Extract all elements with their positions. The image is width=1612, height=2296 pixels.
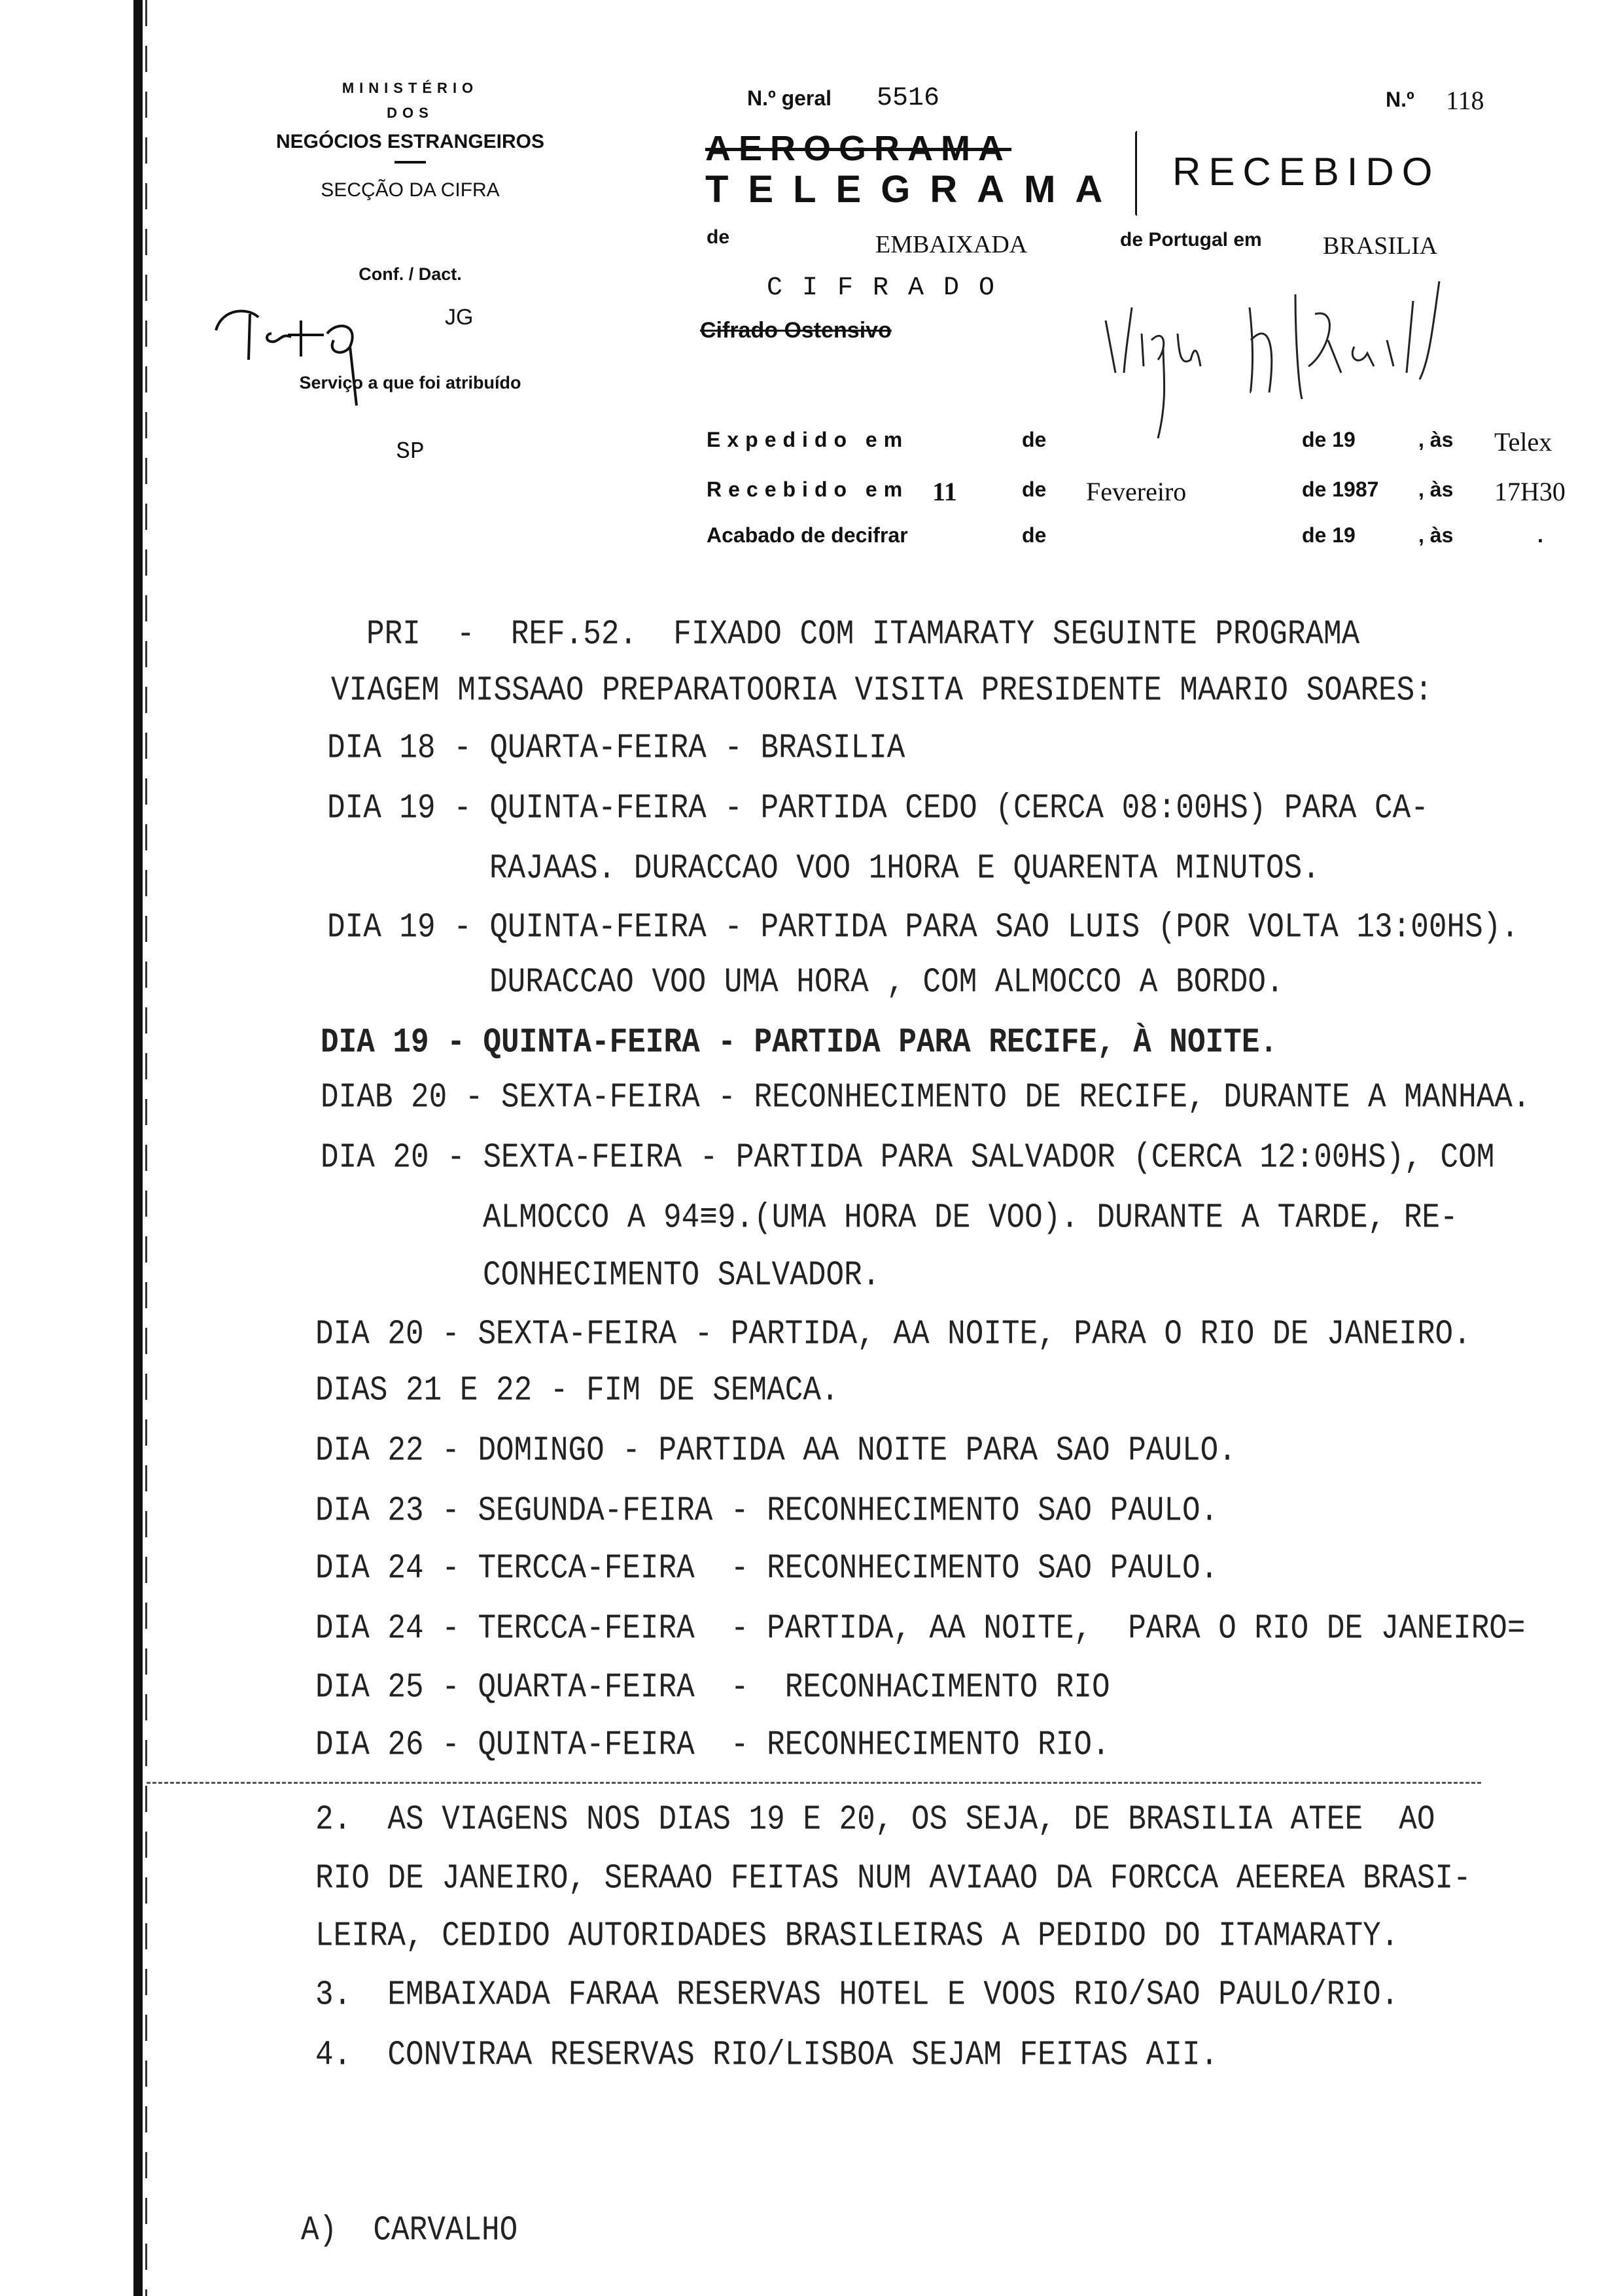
body-line: CONHECIMENTO SALVADOR. [483,1256,881,1295]
expedido-de: de [1022,428,1047,451]
recebido-label: Recebido em [707,478,909,501]
portugal-label: de Portugal em [1120,229,1262,251]
service-label: Serviço a que foi atribuído [299,373,521,392]
expedido-as: , às [1418,428,1454,451]
body-line: LEIRA, CEDIDO AUTORIDADES BRASILEIRAS A PEDIDO DO ITAMARATY. [315,1917,1399,1956]
ministry-line-1: MINISTÉRIO [342,80,479,96]
expedido-time: Telex [1494,427,1552,457]
geral-value: 5516 [877,84,940,113]
body-line: DIA 19 - QUINTA-FEIRA - PARTIDA PARA SAO LUIS (POR VOLTA 13:00HS). [327,908,1519,947]
section-name: SECÇÃO DA CIFRA [321,179,500,201]
service-value: SP [396,438,425,465]
portugal-value: BRASILIA [1323,232,1438,260]
body-line: DIA 20 - SEXTA-FEIRA - PARTIDA, AA NOITE, PARA O RIO DE JANEIRO. [315,1315,1471,1354]
body-line: DIAS 21 E 22 - FIM DE SEMACA. [315,1371,839,1410]
page-edge-bar [133,0,143,2296]
body-line: DIA 22 - DOMINGO - PARTIDA AA NOITE PARA SAO PAULO. [315,1431,1236,1470]
telegrama-title: TELEGRAMA [705,168,1123,211]
expedido-year: de 19 [1302,428,1356,451]
de-value: EMBAIXADA [875,231,1028,258]
recebido-year: de 1987 [1302,478,1379,501]
recebido-as: , às [1418,478,1454,501]
divider [394,161,426,164]
body-line: DIA 19 - QUINTA-FEIRA - PARTIDA PARA RECIFE, À NOITE. [321,1023,1278,1062]
number-label: N.º [1386,88,1414,111]
conf-initials: JG [445,305,474,330]
number-value: 118 [1446,86,1484,115]
acabado-time: . [1537,523,1543,547]
cifrado-ostensivo-struck: Cifrado Ostensivo [700,318,892,343]
recebido-de: de [1022,478,1047,501]
body-line: VIAGEM MISSAAO PREPARATOORIA VISITA PRESIDENTE MAARIO SOARES: [331,671,1433,710]
initials-signature [209,294,445,419]
aerograma-struck: AEROGRAMA [705,129,1011,168]
body-line: RAJAAS. DURACCAO VOO 1HORA E QUARENTA MINUTOS. [489,849,1320,888]
conf-dact-label: Conf. / Dact. [359,264,462,284]
body-line: DURACCAO VOO UMA HORA , COM ALMOCCO A BORDO. [489,963,1284,1002]
signature-line: A) CARVALHO [301,2211,518,2250]
page-edge-line [145,0,147,2296]
body-line: 4. CONVIRAA RESERVAS RIO/LISBOA SEJAM FEITAS AII. [315,2036,1219,2075]
body-line: DIA 26 - QUINTA-FEIRA - RECONHECIMENTO RIO. [315,1726,1110,1765]
geral-label: N.º geral [747,86,832,110]
recebido-time: 17H30 [1494,477,1566,506]
de-label: de [707,226,730,248]
body-line: DIA 19 - QUINTA-FEIRA - PARTIDA CEDO (CERCA 08:00HS) PARA CA- [327,789,1429,828]
acabado-year: de 19 [1302,523,1356,547]
ministry-line-2: DOS [387,105,434,121]
ministry-line-3: NEGÓCIOS ESTRANGEIROS [275,131,545,152]
body-line: DIA 23 - SEGUNDA-FEIRA - RECONHECIMENTO SAO PAULO. [315,1491,1219,1531]
acabado-as: , às [1418,523,1454,547]
acabado-de: de [1022,523,1047,547]
body-line: DIA 24 - TERCCA-FEIRA - RECONHECIMENTO SAO PAULO. [315,1549,1219,1588]
handwritten-note [1079,268,1577,451]
body-line: DIA 20 - SEXTA-FEIRA - PARTIDA PARA SALVADOR (CERCA 12:00HS), COM [321,1138,1495,1177]
body-line: 3. EMBAIXADA FARAA RESERVAS HOTEL E VOOS RIO/SAO PAULO/RIO. [315,1975,1399,2015]
expedido-label: Expedido em [707,428,909,451]
body-line: PRI - REF.52. FIXADO COM ITAMARATY SEGUINTE PROGRAMA [366,615,1360,654]
body-line: DIA 18 - QUARTA-FEIRA - BRASILIA [327,729,905,768]
body-line: ALMOCCO A 94≡9.(UMA HORA DE VOO). DURANTE A TARDE, RE- [483,1198,1458,1238]
recebido-day: 11 [932,477,957,506]
recebido-title: RECEBIDO [1172,150,1441,194]
body-line: DIA 24 - TERCCA-FEIRA - PARTIDA, AA NOITE, PARA O RIO DE JANEIRO= [315,1609,1526,1648]
cifrado-label: CIFRADO [767,273,1015,303]
acabado-label: Acabado de decifrar [707,523,908,547]
body-line: 2. AS VIAGENS NOS DIAS 19 E 20, OS SEJA, DE BRASILIA ATEE AO [315,1800,1435,1839]
recebido-month: Fevereiro [1086,477,1187,506]
body-line: DIAB 20 - SEXTA-FEIRA - RECONHECIMENTO DE RECIFE, DURANTE A MANHAA. [321,1078,1531,1117]
body-line: DIA 25 - QUARTA-FEIRA - RECONHACIMENTO RIO [315,1668,1110,1707]
separator-line [147,1782,1481,1784]
brace [1135,131,1140,216]
body-line: RIO DE JANEIRO, SERAAO FEITAS NUM AVIAAO DA FORCCA AEEREA BRASI- [315,1859,1471,1898]
